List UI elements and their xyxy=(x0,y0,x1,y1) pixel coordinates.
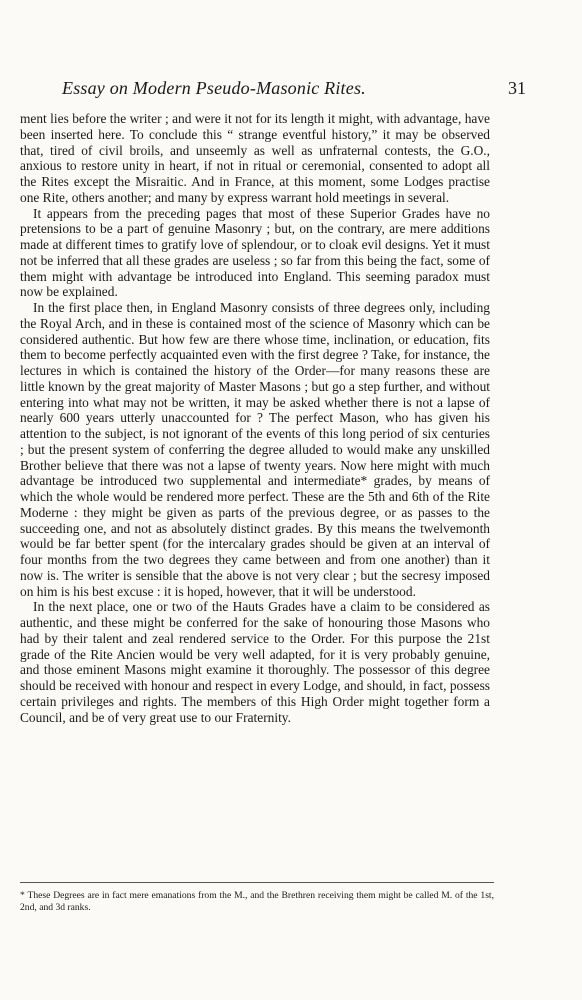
body-text xyxy=(20,111,490,725)
footnote: * These Degrees are in fact mere emanations from the M., and the Brethren receiving them might be called M. of the 1st, 2nd, and 3d ranks. xyxy=(20,890,494,913)
paragraph-next-place: In the next place, one or two of the Hauts Grades have a claim to be considered as authentic, and these might be conferred for the sake of honouring those Masons who had by their talent and zeal rendered service to the Order. For this purpose the 21st grade of the Rite Ancien would be very well adapted, for it is very probably genuine, and those eminent Masons might examine it thoroughly. The possessor of this degree should be received with honour and respect in every Lodge, and should, in fact, possess certain privileges and rights. The members of this High Order might together form a Council, and be of very great use to our Fraternity. xyxy=(20,599,490,725)
page-number: 31 xyxy=(508,78,526,98)
footnote-divider xyxy=(20,882,494,883)
paragraph-first-place: In the first place then, in England Masonry consists of three degrees only, including the Royal Arch, and in these is contained most of the science of Masonry which can be considered authentic. But how few are there whose time, inclination, or education, fits them to become perfectly acquainted even with the first degree ? Take, for instance, the lectures in which is contained the history of the Order—for many reasons these are little known by the great majority of Master Masons ; but go a step further, and without entering into what may not be written, it may be asked whether there is not a lapse of nearly 600 years utterly unaccounted for ? The perfect Mason, who has given his attention to the subject, is not ignorant of the events of this long period of six centuries ; but the present system of conferring the degree alluded to would make any unskilled Brother believe that there was not a lapse of twenty years. Now here might with much advantage be introduced two supplemental and intermediate* grades, by means of which the whole would be rendered more perfect. These are the 5th and 6th of the Rite Moderne : they might be given as parts of the previous degree, or as passes to the succeeding one, and not as absolutely distinct grades. By this means the twelvemonth would be far better spent (for the intercalary grades should be given at an interval of four months from the two degrees they came between and from one another) than it now is. The writer is sensible that the above is not very clear ; but the secresy imposed on him is his best excuse : it is hoped, however, that it will be understood. xyxy=(20,300,490,599)
paragraph-continuation: ment lies before the writer ; and were it not for its length it might, with advantage, have been inserted here. To conclude this “ strange eventful history,” it may be observed that, tired of civil broils, and unseemly as well as unfraternal contests, the G.O., anxious to restore unity in heart, if not in ritual or ceremonial, consented to adopt all the Rites except the Misraitic. And in France, at this moment, some Lodges practise one Rite, others another; and many by express warrant hold meetings in several. xyxy=(20,111,490,205)
running-head xyxy=(0,78,582,104)
paragraph-superior-grades: It appears from the preceding pages that most of these Superior Grades have no pretensions to be a part of genuine Masonry ; but, on the contrary, are mere additions made at different times to gratify love of splendour, or to cloak evil designs. Yet it must not be inferred that all these grades are useless ; so far from this being the fact, some of them might with advantage be introduced into England. This seeming paradox must now be explained. xyxy=(20,205,490,300)
running-head-title: Essay on Modern Pseudo-Masonic Rites. xyxy=(62,78,366,98)
